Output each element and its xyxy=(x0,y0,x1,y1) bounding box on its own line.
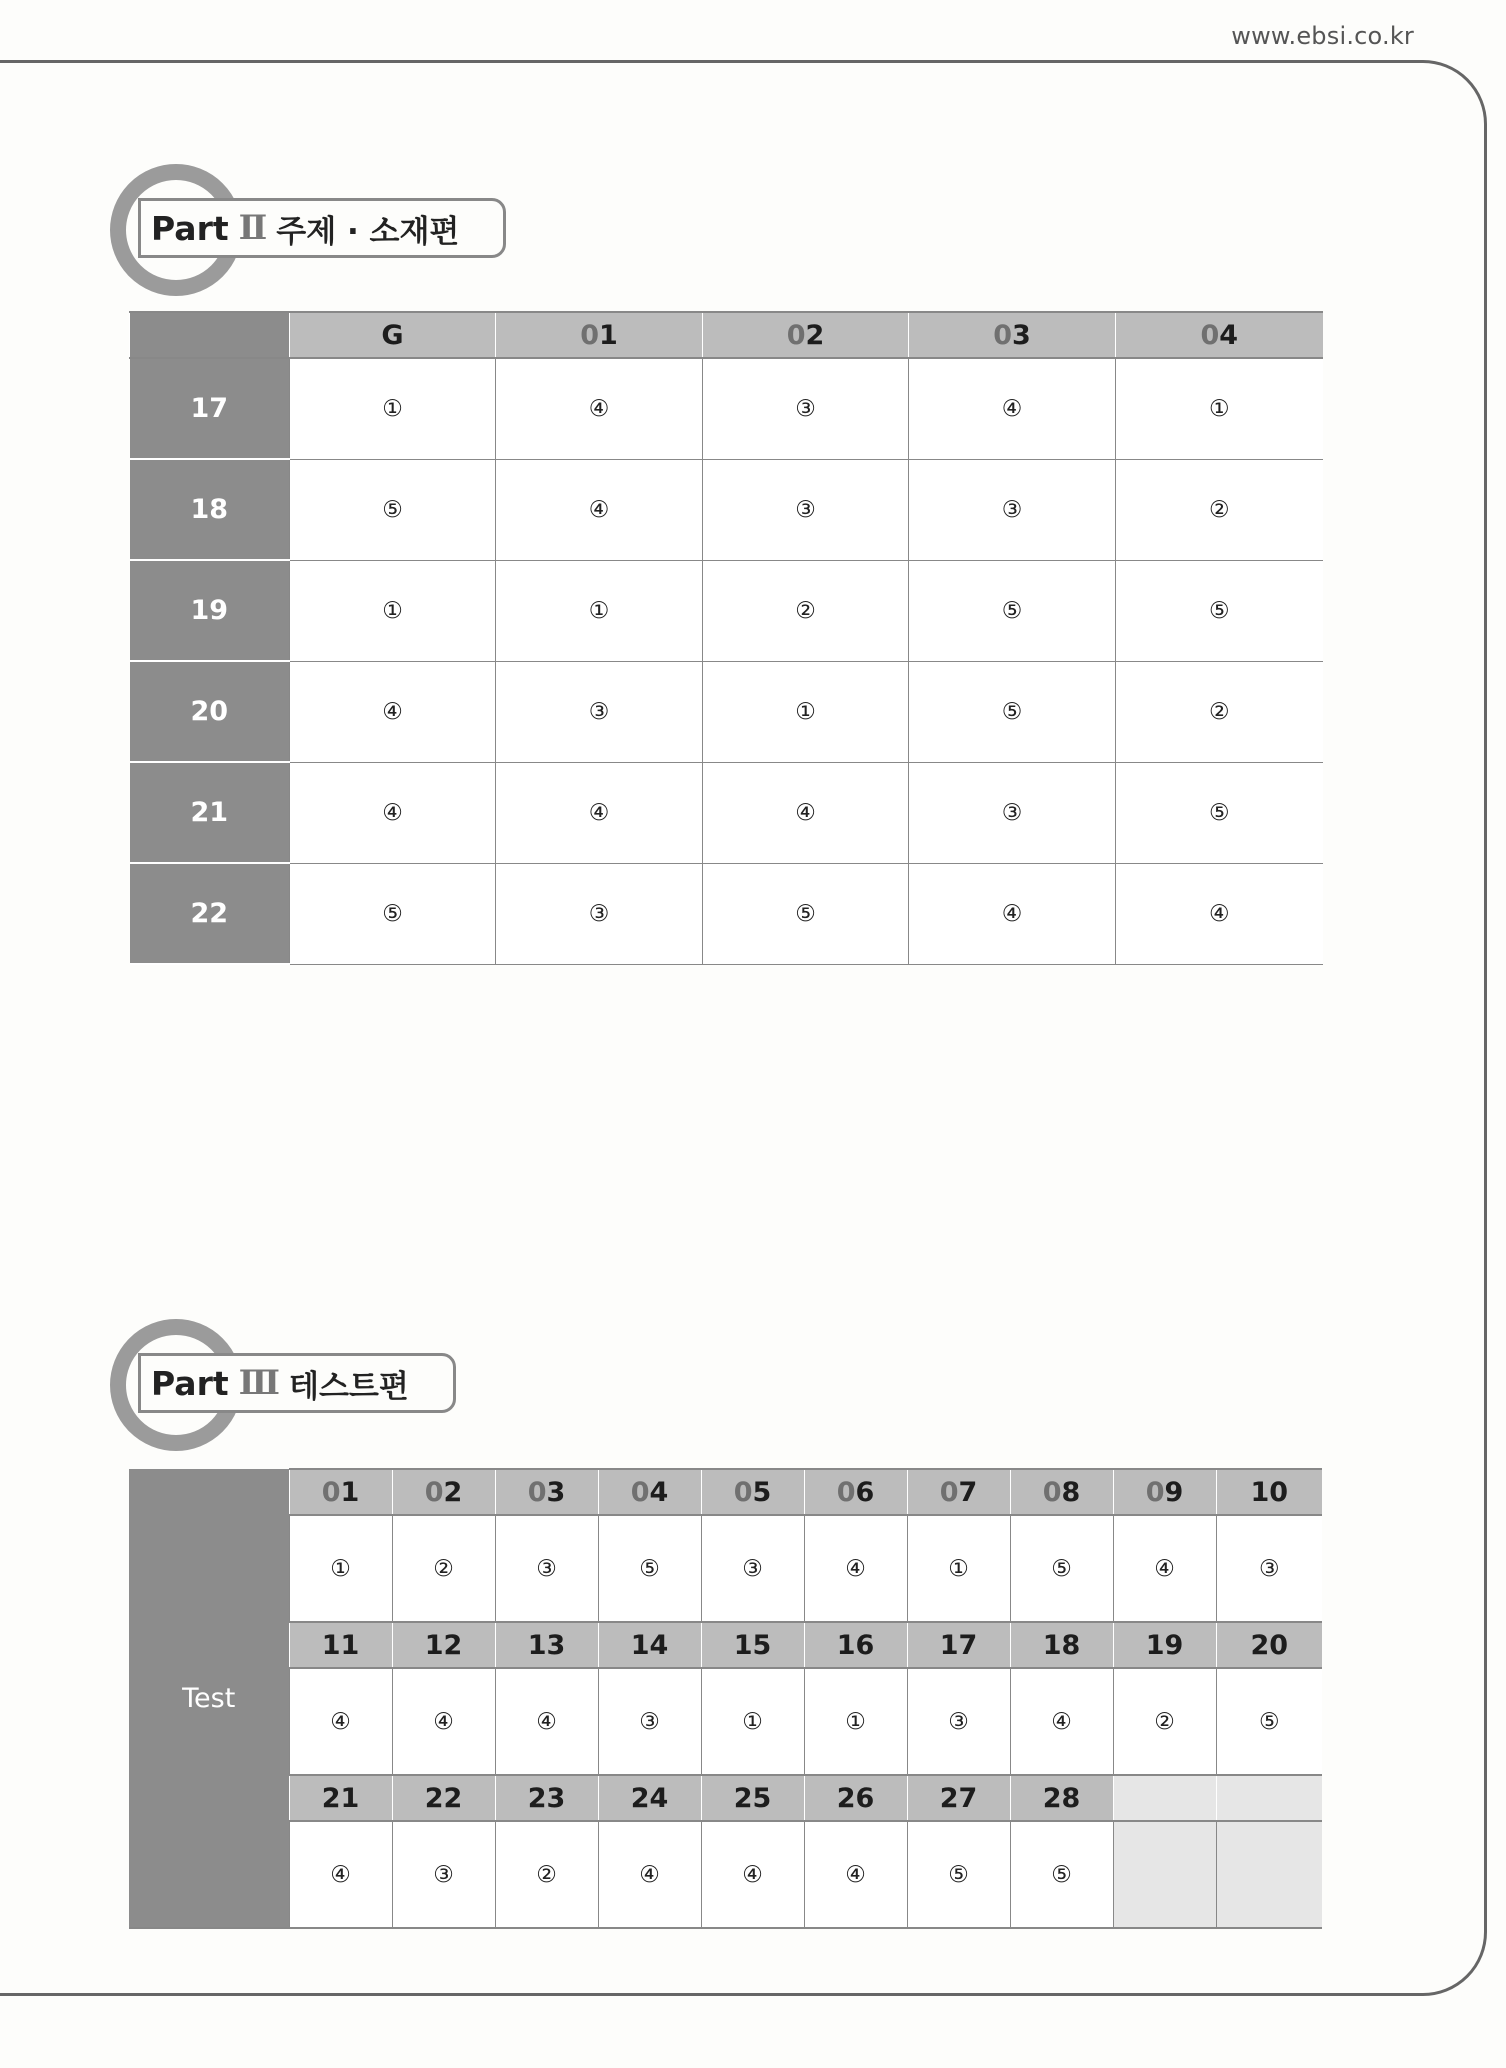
part3-numeral: Ⅲ xyxy=(238,1363,281,1403)
answer-cell: ① xyxy=(289,1515,392,1622)
column-header-rest: 3 xyxy=(1012,319,1031,351)
question-number-lead: 0 xyxy=(939,1476,959,1508)
table-row xyxy=(130,863,1323,964)
answer-row xyxy=(129,1668,1322,1775)
column-header-lead: 0 xyxy=(786,319,806,351)
answer-cell: ④ xyxy=(1010,1668,1113,1775)
answer-cell: ② xyxy=(703,560,909,661)
answer-cell: ⑤ xyxy=(290,863,496,964)
question-number-lead: 0 xyxy=(836,1476,856,1508)
question-number-rest: 16 xyxy=(836,1629,875,1661)
part3-word: Part xyxy=(151,1363,229,1403)
answer-cell: ④ xyxy=(290,762,496,863)
question-number xyxy=(495,1469,598,1515)
answer-cell: ③ xyxy=(496,863,703,964)
question-number-lead: 0 xyxy=(424,1476,444,1508)
answer-cell: ③ xyxy=(907,1668,1010,1775)
site-url: www.ebsi.co.kr xyxy=(1231,22,1414,50)
question-number xyxy=(289,1775,392,1821)
question-number xyxy=(1010,1622,1113,1668)
column-header-lead: 0 xyxy=(993,319,1012,351)
part2-answer-table xyxy=(129,311,1323,965)
answer-cell: ① xyxy=(701,1668,804,1775)
answer-cell: ④ xyxy=(392,1668,495,1775)
question-number-rest: 27 xyxy=(939,1782,978,1814)
part2-label-box xyxy=(138,198,506,258)
question-number xyxy=(907,1469,1010,1515)
answer-cell: ④ xyxy=(909,358,1116,459)
question-number-rest: 12 xyxy=(424,1629,463,1661)
column-header xyxy=(909,312,1116,358)
answer-cell: ④ xyxy=(289,1821,392,1928)
question-number-rest: 14 xyxy=(630,1629,669,1661)
answer-cell: ⑤ xyxy=(290,459,496,560)
table-row xyxy=(130,762,1323,863)
table-row xyxy=(130,358,1323,459)
question-number xyxy=(392,1469,495,1515)
question-number-rest: 19 xyxy=(1145,1629,1184,1661)
answer-cell: ⑤ xyxy=(1116,762,1323,863)
answer-cell: ③ xyxy=(909,762,1116,863)
empty-cell xyxy=(1216,1775,1322,1821)
question-number: 22 xyxy=(130,863,290,964)
question-number xyxy=(701,1775,804,1821)
question-number-lead: 0 xyxy=(321,1476,341,1508)
answer-cell: ④ xyxy=(804,1821,907,1928)
question-number-rest: 13 xyxy=(527,1629,566,1661)
column-header-rest: 1 xyxy=(599,319,618,351)
question-number xyxy=(598,1622,701,1668)
question-number xyxy=(495,1622,598,1668)
answer-cell: ⑤ xyxy=(907,1821,1010,1928)
column-header-lead: 0 xyxy=(1200,319,1220,351)
column-header xyxy=(496,312,703,358)
answer-cell: ③ xyxy=(495,1515,598,1622)
empty-cell xyxy=(1113,1821,1216,1928)
question-number xyxy=(598,1775,701,1821)
question-number xyxy=(804,1775,907,1821)
question-number-rest: 3 xyxy=(546,1476,566,1508)
answer-cell: ① xyxy=(290,358,496,459)
question-number xyxy=(804,1622,907,1668)
answer-cell: ④ xyxy=(909,863,1116,964)
answer-cell: ④ xyxy=(1116,863,1323,964)
answer-cell: ③ xyxy=(909,459,1116,560)
part3-label-box xyxy=(138,1353,456,1413)
question-number: 18 xyxy=(130,459,290,560)
question-number-lead: 0 xyxy=(733,1476,753,1508)
column-header xyxy=(290,312,496,358)
answer-cell: ⑤ xyxy=(1010,1821,1113,1928)
answer-cell: ③ xyxy=(598,1668,701,1775)
answer-cell: ④ xyxy=(701,1821,804,1928)
answer-cell: ④ xyxy=(496,358,703,459)
test-label: Test xyxy=(129,1469,289,1928)
part2-title: 주제 · 소재편 xyxy=(276,213,460,250)
question-number-rest: 15 xyxy=(733,1629,772,1661)
column-header xyxy=(1116,312,1323,358)
question-number-rest: 8 xyxy=(1061,1476,1081,1508)
answer-cell: ④ xyxy=(496,459,703,560)
answer-cell: ② xyxy=(1113,1668,1216,1775)
question-number-lead: 0 xyxy=(630,1476,650,1508)
question-number-rest: 9 xyxy=(1164,1476,1184,1508)
question-number xyxy=(392,1622,495,1668)
answer-cell: ② xyxy=(392,1515,495,1622)
answer-cell: ② xyxy=(495,1821,598,1928)
answer-cell: ⑤ xyxy=(1010,1515,1113,1622)
part2-numeral: Ⅱ xyxy=(238,208,268,248)
empty-cell xyxy=(1113,1775,1216,1821)
column-header xyxy=(703,312,909,358)
corner-cell xyxy=(130,312,290,358)
question-number xyxy=(804,1469,907,1515)
question-number xyxy=(701,1469,804,1515)
part3-title: 테스트편 xyxy=(289,1368,409,1405)
answer-cell: ① xyxy=(290,560,496,661)
answer-cell: ① xyxy=(907,1515,1010,1622)
question-number-rest: 10 xyxy=(1250,1476,1289,1508)
question-number-rest: 23 xyxy=(527,1782,566,1814)
question-number-rest: 28 xyxy=(1042,1782,1081,1814)
question-number-rest: 11 xyxy=(321,1629,360,1661)
question-number xyxy=(907,1775,1010,1821)
question-number xyxy=(1113,1622,1216,1668)
question-number-rest: 4 xyxy=(649,1476,669,1508)
answer-cell: ⑤ xyxy=(598,1515,701,1622)
answer-cell: ⑤ xyxy=(909,661,1116,762)
answer-cell: ④ xyxy=(289,1668,392,1775)
question-number: 21 xyxy=(130,762,290,863)
question-number-rest: 22 xyxy=(424,1782,463,1814)
question-number xyxy=(701,1622,804,1668)
question-number-lead: 0 xyxy=(527,1476,547,1508)
answer-row xyxy=(129,1515,1322,1622)
answer-cell: ① xyxy=(804,1668,907,1775)
number-row xyxy=(129,1775,1322,1821)
question-number-rest: 20 xyxy=(1250,1629,1289,1661)
answer-row xyxy=(129,1821,1322,1928)
question-number-rest: 5 xyxy=(752,1476,772,1508)
question-number-rest: 7 xyxy=(958,1476,978,1508)
answer-cell: ④ xyxy=(495,1668,598,1775)
empty-cell xyxy=(1216,1821,1322,1928)
question-number xyxy=(1010,1775,1113,1821)
question-number-rest: 2 xyxy=(443,1476,463,1508)
answer-cell: ③ xyxy=(496,661,703,762)
answer-cell: ① xyxy=(1116,358,1323,459)
number-row xyxy=(129,1469,1322,1515)
answer-cell: ⑤ xyxy=(909,560,1116,661)
answer-cell: ③ xyxy=(703,459,909,560)
question-number xyxy=(598,1469,701,1515)
answer-cell: ① xyxy=(703,661,909,762)
question-number: 19 xyxy=(130,560,290,661)
question-number-rest: 24 xyxy=(630,1782,669,1814)
table-row xyxy=(130,661,1323,762)
table-row xyxy=(130,459,1323,560)
question-number xyxy=(907,1622,1010,1668)
question-number xyxy=(289,1622,392,1668)
question-number-lead: 0 xyxy=(1042,1476,1062,1508)
question-number-rest: 6 xyxy=(855,1476,875,1508)
answer-cell: ④ xyxy=(496,762,703,863)
answer-cell: ③ xyxy=(392,1821,495,1928)
column-header-rest: 4 xyxy=(1219,319,1239,351)
column-header-rest: 2 xyxy=(805,319,825,351)
question-number xyxy=(1216,1622,1322,1668)
question-number-rest: 1 xyxy=(340,1476,360,1508)
part2-word: Part xyxy=(151,208,229,248)
answer-cell: ② xyxy=(1116,661,1323,762)
answer-cell: ④ xyxy=(804,1515,907,1622)
number-row xyxy=(129,1622,1322,1668)
answer-cell: ⑤ xyxy=(703,863,909,964)
question-number: 17 xyxy=(130,358,290,459)
answer-cell: ③ xyxy=(1216,1515,1322,1622)
question-number xyxy=(1010,1469,1113,1515)
question-number xyxy=(1216,1469,1322,1515)
answer-cell: ② xyxy=(1116,459,1323,560)
question-number-lead: 0 xyxy=(1145,1476,1165,1508)
question-number-rest: 26 xyxy=(836,1782,875,1814)
answer-cell: ① xyxy=(496,560,703,661)
question-number xyxy=(289,1469,392,1515)
answer-cell: ④ xyxy=(290,661,496,762)
answer-cell: ③ xyxy=(703,358,909,459)
answer-cell: ③ xyxy=(701,1515,804,1622)
part3-answer-table xyxy=(129,1468,1322,1929)
table-header-row xyxy=(130,312,1323,358)
answer-cell: ④ xyxy=(1113,1515,1216,1622)
question-number xyxy=(392,1775,495,1821)
question-number-rest: 21 xyxy=(321,1782,360,1814)
table-row xyxy=(130,560,1323,661)
answer-cell: ④ xyxy=(703,762,909,863)
question-number-rest: 25 xyxy=(733,1782,772,1814)
answer-cell: ④ xyxy=(598,1821,701,1928)
question-number-rest: 17 xyxy=(939,1629,978,1661)
question-number-rest: 18 xyxy=(1042,1629,1081,1661)
answer-cell: ⑤ xyxy=(1216,1668,1322,1775)
question-number xyxy=(495,1775,598,1821)
question-number: 20 xyxy=(130,661,290,762)
question-number xyxy=(1113,1469,1216,1515)
answer-cell: ⑤ xyxy=(1116,560,1323,661)
column-header-lead: 0 xyxy=(580,319,599,351)
column-header-rest: G xyxy=(381,319,404,351)
